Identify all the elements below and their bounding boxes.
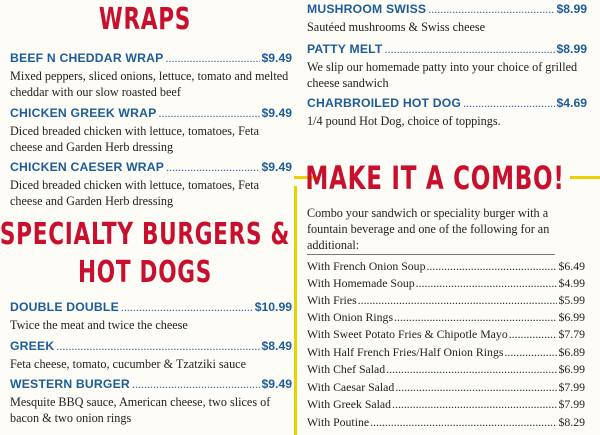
combo-option-label: With Fries bbox=[307, 293, 357, 307]
combo-option-label: With Homemade Soup bbox=[307, 276, 415, 290]
combo-option bbox=[307, 362, 585, 377]
leader-dots bbox=[166, 160, 259, 175]
leader-dots bbox=[463, 96, 554, 111]
leader-dots bbox=[395, 380, 557, 395]
item-description: Mixed peppers, sliced onions, lettuce, tomato and melted cheddar with our slow roasted beef bbox=[10, 69, 289, 99]
leader-dots bbox=[426, 259, 557, 274]
combo-option bbox=[307, 259, 585, 274]
combo-option bbox=[307, 276, 585, 291]
leader-dots bbox=[358, 293, 558, 308]
leader-dots bbox=[385, 42, 555, 57]
combo-option-label: With Caesar Salad bbox=[307, 380, 395, 394]
item-description: Diced breaded chicken with lettuce, tomatoes, Feta cheese and Garden Herb dressing bbox=[10, 178, 260, 208]
leader-dots bbox=[392, 397, 557, 412]
burgers-title-line1: SPECIALTY BURGERS & bbox=[0, 217, 291, 252]
item-price: $9.49 bbox=[261, 377, 292, 391]
item-name: CHICKEN GREEK WRAP bbox=[10, 106, 157, 120]
leader-dots bbox=[165, 51, 259, 66]
combo-option bbox=[307, 327, 585, 342]
combo-option-label: With French Onion Soup bbox=[307, 259, 426, 273]
combo-option bbox=[307, 380, 585, 395]
combo-option-price: $6.99 bbox=[558, 362, 585, 376]
item-name: DOUBLE DOUBLE bbox=[10, 300, 119, 314]
item-name: GREEK bbox=[10, 339, 55, 353]
combo-option-price: $8.29 bbox=[558, 415, 585, 429]
combo-option-label: With Chef Salad bbox=[307, 362, 386, 376]
combo-option-price: $7.99 bbox=[558, 397, 585, 411]
combo-option-price: $6.49 bbox=[558, 259, 585, 273]
leader-dots bbox=[132, 377, 260, 392]
combo-option bbox=[307, 310, 585, 325]
combo-option-price: $6.99 bbox=[558, 310, 585, 324]
combo-option bbox=[307, 415, 585, 430]
wrap-item-chicken-greek bbox=[10, 106, 292, 155]
item-price: $9.49 bbox=[261, 160, 292, 174]
item-name: MUSHROOM SWISS bbox=[307, 2, 427, 16]
item-price: $8.49 bbox=[261, 339, 292, 353]
item-name: CHARBROILED HOT DOG bbox=[307, 96, 462, 110]
burger-item-western bbox=[10, 377, 292, 426]
item-mushroom-swiss bbox=[307, 2, 587, 35]
leader-dots bbox=[504, 345, 557, 360]
combo-option-price: $7.99 bbox=[558, 380, 585, 394]
combo-title: MAKE IT A COMBO! bbox=[305, 159, 565, 197]
combo-option bbox=[307, 345, 585, 360]
burger-item-greek bbox=[10, 339, 292, 372]
combo-option-label: With Half French Fries/Half Onion Rings bbox=[307, 345, 504, 359]
combo-intro: Combo your sandwich or speciality burger with a fountain beverage and one of the following for an additional: bbox=[307, 206, 550, 252]
item-price: $9.49 bbox=[261, 106, 292, 120]
combo-option bbox=[307, 293, 585, 308]
burgers-title-line2: HOT DOGS bbox=[77, 255, 213, 290]
item-description: Twice the meat and twice the cheese bbox=[10, 318, 188, 332]
combo-option-label: With Poutine bbox=[307, 415, 370, 429]
wrap-item-beef-cheddar bbox=[10, 51, 292, 100]
wraps-title: WRAPS bbox=[98, 2, 192, 37]
item-name: CHICKEN CAESER WRAP bbox=[10, 160, 165, 174]
item-name: PATTY MELT bbox=[307, 42, 383, 56]
leader-dots bbox=[121, 300, 253, 315]
item-description: Mesquite BBQ sauce, American cheese, two slices of bacon & two onion rings bbox=[10, 395, 271, 425]
combo-option bbox=[307, 397, 585, 412]
leader-dots bbox=[428, 2, 554, 17]
combo-option-price: $7.79 bbox=[558, 327, 585, 341]
combo-option-label: With Sweet Potato Fries & Chipotle Mayo bbox=[307, 327, 508, 341]
item-name: WESTERN BURGER bbox=[10, 377, 130, 391]
leader-dots bbox=[509, 327, 558, 342]
leader-dots bbox=[386, 362, 557, 377]
item-price: $8.99 bbox=[556, 2, 587, 16]
leader-dots bbox=[416, 276, 558, 291]
combo-option-label: With Greek Salad bbox=[307, 397, 392, 411]
combo-option-price: $6.89 bbox=[558, 345, 585, 359]
item-price: $8.99 bbox=[556, 42, 587, 56]
combo-option-price: $4.99 bbox=[558, 276, 585, 290]
item-description: Diced breaded chicken with lettuce, tomatoes, Feta cheese and Garden Herb dressing bbox=[10, 124, 260, 154]
leader-dots bbox=[394, 310, 557, 325]
item-description: 1/4 pound Hot Dog, choice of toppings. bbox=[307, 114, 501, 128]
burger-item-double-double bbox=[10, 300, 292, 333]
item-description: Sautéed mushrooms & Swiss cheese bbox=[307, 20, 486, 34]
item-price: $9.49 bbox=[261, 51, 292, 65]
combo-divider bbox=[307, 254, 555, 255]
item-description: We slip our homemade patty into your choice of grilled cheese sandwich bbox=[307, 60, 578, 90]
item-description: Feta cheese, tomato, cucumber & Tzatziki sauce bbox=[10, 357, 246, 371]
wrap-item-chicken-caeser bbox=[10, 160, 292, 209]
item-charbroiled-hot-dog bbox=[307, 96, 587, 129]
combo-option-label: With Onion Rings bbox=[307, 310, 394, 324]
combo-option-price: $5.99 bbox=[558, 293, 585, 307]
item-patty-melt bbox=[307, 42, 587, 91]
leader-dots bbox=[56, 339, 259, 354]
item-price: $4.69 bbox=[556, 96, 587, 110]
item-name: BEEF N CHEDDAR WRAP bbox=[10, 51, 164, 65]
leader-dots bbox=[370, 415, 557, 430]
item-price: $10.99 bbox=[254, 300, 292, 314]
leader-dots bbox=[158, 106, 259, 121]
